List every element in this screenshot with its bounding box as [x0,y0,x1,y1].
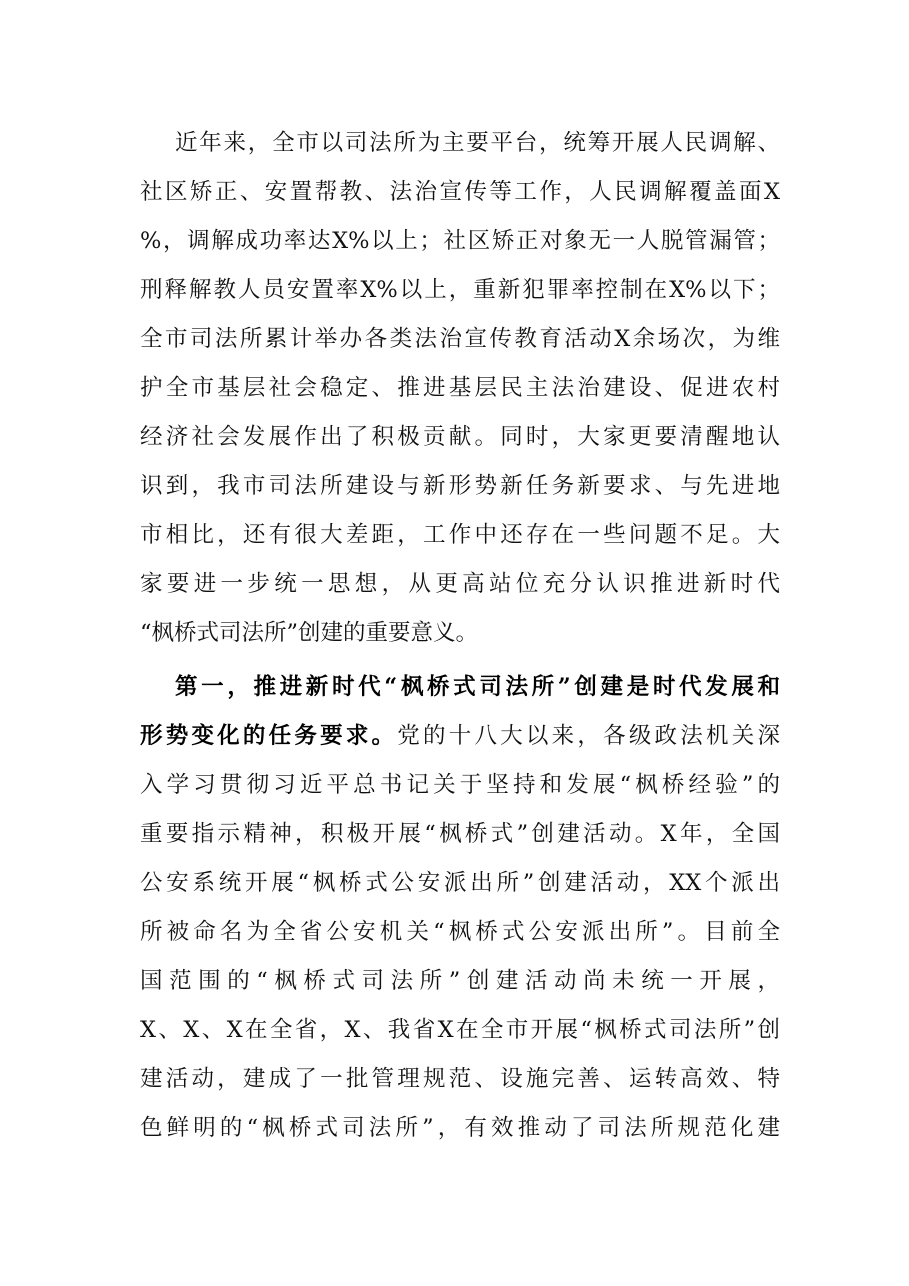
text-line: 色鲜明的“枫桥式司法所”，有效推动了司法所规范化建 [140,1115,780,1141]
text-line: 护全市基层社会稳定、推进基层民主法治建设、促进农村 [140,375,780,401]
text-line [140,714,780,758]
text-line-rest: 党的十八大以来，各级政法机关深 [397,723,780,749]
text-line: X、X、X在全省，X、我省X在全市开展“枫桥式司法所”创 [140,1017,780,1043]
text-line: “枫桥式司法所”创建的重要意义。 [140,620,479,646]
text-line: 近年来，全市以司法所为主要平台，统筹开展人民调解、 [175,130,780,156]
text-line: 经济社会发展作出了积极贡献。同时，大家更要清醒地认 [140,424,780,450]
text-line: 入学习贯彻习近平总书记关于坚持和发展“枫桥经验”的 [140,772,780,798]
text-line: 重要指示精神，积极开展“枫桥式”创建活动。X年，全国 [140,821,780,847]
section-heading-line: 第一，推进新时代“枫桥式司法所”创建是时代发展和 [175,674,780,700]
text-line: 社区矫正、安置帮教、法治宣传等工作，人民调解覆盖面X [140,179,780,205]
section-heading-tail: 形势变化的任务要求。 [140,723,398,749]
text-line: 市相比，还有很大差距，工作中还存在一些问题不足。大 [140,522,780,548]
text-line: 国范围的“枫桥式司法所”创建活动尚未统一开展， [140,968,780,994]
text-line: %，调解成功率达X%以上；社区矫正对象无一人脱管漏管； [140,228,780,254]
text-line: 建活动，建成了一批管理规范、设施完善、运转高效、特 [140,1066,780,1092]
text-line: 所被命名为全省公安机关“枫桥式公安派出所”。目前全 [140,919,780,945]
text-line: 家要进一步统一思想，从更高站位充分认识推进新时代 [140,571,780,597]
text-line: 刑释解教人员安置率X%以上，重新犯罪率控制在X%以下； [140,277,780,303]
text-line: 公安系统开展“枫桥式公安派出所”创建活动，XX个派出 [140,870,780,896]
text-line: 识到，我市司法所建设与新形势新任务新要求、与先进地 [140,473,780,499]
text-line: 全市司法所累计举办各类法治宣传教育活动X余场次，为维 [140,326,780,352]
